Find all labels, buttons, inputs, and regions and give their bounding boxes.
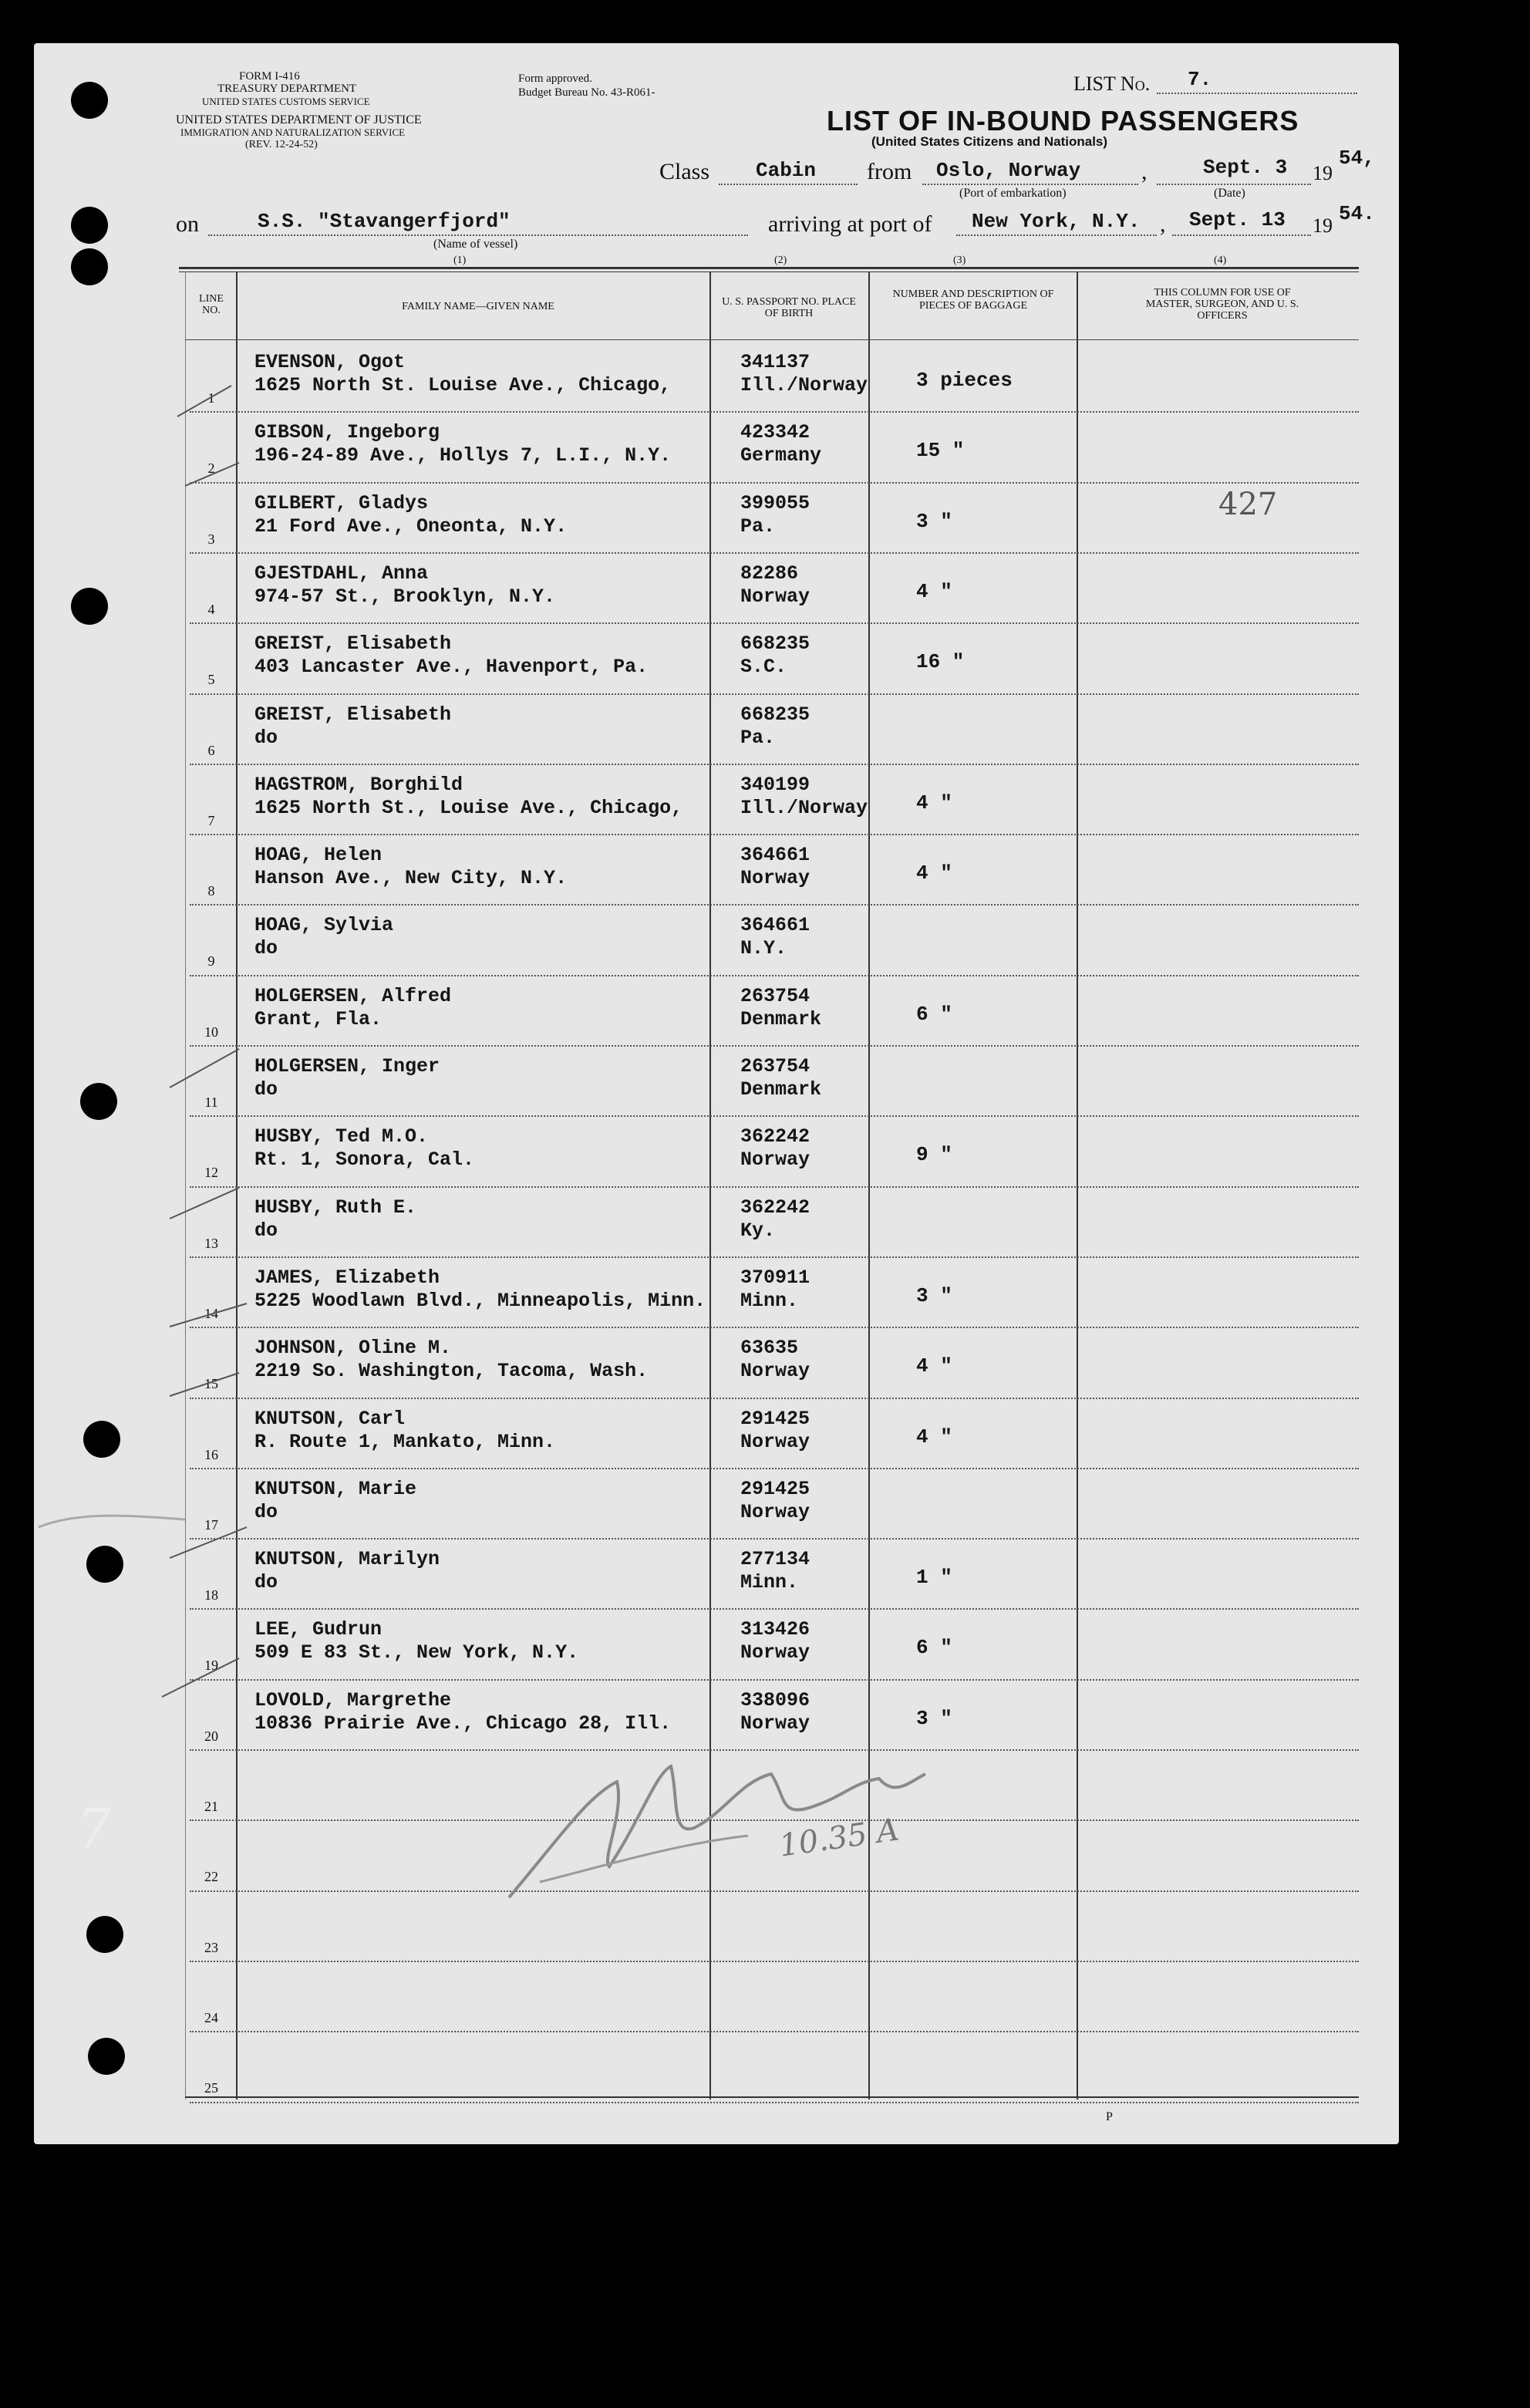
line-number: 6: [207, 742, 215, 758]
col-number-4: (4): [1214, 255, 1227, 266]
table-top-rule: [179, 267, 1359, 269]
list-no-label: LIST No.: [1073, 73, 1151, 95]
treasury-dept: TREASURY DEPARTMENT: [217, 83, 357, 95]
baggage-count: 9 ": [916, 1143, 952, 1167]
place-of-birth: Denmark: [740, 1078, 822, 1101]
arrival-year: 54.: [1339, 202, 1375, 225]
passenger-address: do: [254, 1078, 278, 1101]
row-divider: [190, 1186, 1359, 1188]
passenger-address: 403 Lancaster Ave., Havenport, Pa.: [254, 656, 649, 679]
row-divider: [190, 622, 1359, 624]
line-number: 22: [204, 1869, 218, 1885]
place-of-birth: Norway: [740, 1641, 810, 1664]
embark-caption: (Port of embarkation): [959, 187, 1067, 200]
table-top-rule-2: [179, 271, 1359, 272]
header-line-no: LINE NO.: [199, 293, 224, 316]
class-label: Class: [659, 159, 710, 184]
col-number-2: (2): [774, 255, 787, 266]
passenger-name: HOAG, Helen: [254, 844, 382, 867]
row-divider: [190, 1961, 1359, 1962]
place-of-birth: Norway: [740, 1430, 810, 1453]
passenger-name: HOAG, Sylvia: [254, 914, 394, 937]
passport-number: 364661: [740, 914, 810, 937]
row-divider: [190, 1398, 1359, 1399]
row-divider: [190, 834, 1359, 835]
arrival-date: Sept. 13: [1189, 208, 1286, 231]
row-divider: [190, 1327, 1359, 1328]
passport-number: 364661: [740, 844, 810, 867]
baggage-count: 16 ": [916, 650, 965, 674]
vessel-caption: (Name of vessel): [433, 238, 518, 251]
stamp-time: 10.35 A: [777, 1812, 901, 1864]
place-of-birth: Norway: [740, 1500, 810, 1523]
baggage-count: 3 ": [916, 1706, 952, 1730]
binder-hole: [71, 588, 108, 625]
passenger-address: Rt. 1, Sonora, Cal.: [254, 1148, 475, 1172]
page-title: LIST OF IN-BOUND PASSENGERS: [827, 105, 1299, 137]
passport-number: 291425: [740, 1477, 810, 1500]
form-number: FORM I-416: [239, 70, 300, 83]
header-passport: U. S. PASSPORT NO. PLACE OF BIRTH: [722, 296, 856, 319]
place-of-birth: Norway: [740, 1148, 810, 1172]
row-divider: [190, 1256, 1359, 1258]
line-number: 14: [204, 1305, 218, 1321]
passenger-name: JAMES, Elizabeth: [254, 1266, 440, 1289]
ins-service: IMMIGRATION AND NATURALIZATION SERVICE: [180, 126, 406, 138]
place-of-birth: Pa.: [740, 726, 776, 749]
line-number: 13: [204, 1235, 218, 1251]
budget-bureau: Budget Bureau No. 43-R061-: [518, 86, 655, 99]
place-of-birth: Minn.: [740, 1571, 799, 1594]
passenger-address: 974-57 St., Brooklyn, N.Y.: [254, 585, 556, 608]
passenger-name: HOLGERSEN, Inger: [254, 1055, 440, 1078]
passport-number: 668235: [740, 703, 810, 726]
date-caption: (Date): [1214, 187, 1245, 200]
comma: ,: [1141, 159, 1148, 184]
passenger-name: GIBSON, Ingeborg: [254, 421, 440, 444]
passenger-address: do: [254, 1219, 278, 1242]
header-bottom-rule: [185, 339, 1359, 340]
justice-dept: UNITED STATES DEPARTMENT OF JUSTICE: [176, 113, 422, 126]
baggage-count: 4 ": [916, 791, 952, 814]
baggage-count: 4 ": [916, 1425, 952, 1449]
passenger-name: GILBERT, Gladys: [254, 491, 429, 514]
line-number: 16: [204, 1446, 218, 1462]
signature-scrawl: [494, 1751, 972, 1905]
passport-number: 362242: [740, 1196, 810, 1219]
binder-hole: [71, 82, 108, 119]
margin-mark: 7: [77, 1797, 112, 1860]
line-number: 11: [204, 1094, 218, 1110]
baggage-count: 4 ": [916, 579, 952, 603]
departure-date: Sept. 3: [1203, 156, 1288, 179]
row-divider: [190, 1538, 1359, 1540]
passport-number: 263754: [740, 1055, 810, 1078]
officer-note: 427: [1218, 486, 1278, 522]
passport-number: 291425: [740, 1407, 810, 1430]
form-approved: Form approved.: [518, 73, 592, 85]
passport-number: 63635: [740, 1337, 799, 1360]
binder-hole: [80, 1083, 117, 1120]
arrival-year-prefix: 19: [1313, 214, 1333, 237]
baggage-count: 1 ": [916, 1566, 952, 1590]
place-of-birth: N.Y.: [740, 937, 787, 960]
passenger-name: EVENSON, Ogot: [254, 351, 406, 373]
row-divider: [190, 904, 1359, 906]
passenger-name: HOLGERSEN, Alfred: [254, 984, 452, 1007]
passenger-address: R. Route 1, Mankato, Minn.: [254, 1430, 556, 1453]
footer-mark: P: [1106, 2110, 1113, 2123]
passenger-name: HAGSTROM, Borghild: [254, 773, 463, 796]
passenger-name: LEE, Gudrun: [254, 1618, 382, 1641]
row-divider: [190, 1679, 1359, 1681]
line-number: 21: [204, 1799, 218, 1814]
col-number-3: (3): [953, 255, 966, 266]
arrival-date-line: [1172, 234, 1311, 236]
embarkation-port: Oslo, Norway: [936, 159, 1081, 182]
row-divider: [190, 693, 1359, 695]
passport-number: 362242: [740, 1125, 810, 1148]
passenger-address: do: [254, 1571, 278, 1594]
binder-hole: [88, 2038, 125, 2075]
baggage-count: 3 pieces: [916, 369, 1013, 392]
line-number: 2: [207, 460, 215, 477]
passenger-address: 1625 North St., Louise Ave., Chicago,: [254, 796, 683, 819]
arrival-line: [956, 234, 1157, 236]
departure-year: 54,: [1339, 147, 1375, 170]
row-divider: [190, 1115, 1359, 1117]
passenger-name: LOVOLD, Margrethe: [254, 1688, 452, 1712]
row-divider: [190, 764, 1359, 765]
place-of-birth: Denmark: [740, 1007, 822, 1030]
on-label: on: [176, 211, 199, 237]
header-baggage: NUMBER AND DESCRIPTION OF PIECES OF BAGGAGE: [892, 288, 1054, 312]
header-name: FAMILY NAME—GIVEN NAME: [402, 301, 554, 312]
line-number: 7: [207, 812, 215, 828]
passenger-address: 2219 So. Washington, Tacoma, Wash.: [254, 1360, 649, 1383]
place-of-birth: S.C.: [740, 656, 787, 679]
list-no-value: 7.: [1188, 68, 1212, 91]
col-number-1: (1): [453, 255, 467, 266]
passenger-name: GJESTDAHL, Anna: [254, 562, 429, 585]
line-number: 19: [204, 1658, 218, 1674]
passenger-name: JOHNSON, Oline M.: [254, 1337, 452, 1360]
passport-number: 341137: [740, 351, 810, 373]
baggage-count: 6 ": [916, 1002, 952, 1026]
margin-pencil-lines: [154, 355, 355, 2052]
passenger-address: 1625 North St. Louise Ave., Chicago,: [254, 374, 672, 396]
passenger-address: 509 E 83 St., New York, N.Y.: [254, 1641, 579, 1664]
passenger-name: HUSBY, Ruth E.: [254, 1196, 417, 1219]
passport-number: 370911: [740, 1266, 810, 1289]
row-divider: [190, 1045, 1359, 1047]
stray-mark: [31, 1496, 231, 1589]
place-of-birth: Pa.: [740, 514, 776, 538]
passenger-address: Grant, Fla.: [254, 1007, 382, 1030]
line-number: 8: [207, 883, 215, 899]
passenger-address: 21 Ford Ave., Oneonta, N.Y.: [254, 514, 568, 538]
comma: ,: [1160, 211, 1166, 237]
passport-number: 340199: [740, 773, 810, 796]
arrival-port: New York, N.Y.: [972, 210, 1141, 233]
from-line: [922, 184, 1138, 185]
row-divider: [190, 975, 1359, 976]
baggage-count: 4 ": [916, 862, 952, 885]
row-divider: [190, 482, 1359, 484]
table-bottom-rule: [185, 2096, 1359, 2098]
vessel-line: [208, 234, 748, 236]
line-number: 15: [204, 1376, 218, 1392]
line-number: 4: [207, 601, 215, 617]
line-number: 20: [204, 1728, 218, 1744]
binder-hole: [86, 1916, 123, 1953]
passenger-address: 5225 Woodlawn Blvd., Minneapolis, Minn.: [254, 1289, 706, 1312]
baggage-count: 4 ": [916, 1354, 952, 1378]
page-subtitle: (United States Citizens and Nationals): [871, 134, 1108, 149]
baggage-count: 15 ": [916, 439, 965, 463]
line-number: 10: [204, 1024, 218, 1040]
place-of-birth: Germany: [740, 444, 822, 467]
row-divider: [190, 552, 1359, 554]
place-of-birth: Ill./Norway: [740, 796, 868, 819]
class-value: Cabin: [756, 159, 817, 182]
line-number: 23: [204, 1939, 218, 1955]
row-divider: [190, 2031, 1359, 2032]
passenger-address: do: [254, 726, 278, 749]
from-label: from: [867, 159, 912, 184]
passport-number: 423342: [740, 421, 810, 444]
baggage-count: 6 ": [916, 1636, 952, 1660]
arriving-label: arriving at port of: [768, 211, 932, 237]
place-of-birth: Norway: [740, 1360, 810, 1383]
place-of-birth: Norway: [740, 585, 810, 608]
passenger-address: Hanson Ave., New City, N.Y.: [254, 867, 568, 890]
passenger-address: do: [254, 937, 278, 960]
passenger-name: KNUTSON, Marilyn: [254, 1548, 440, 1571]
line-number: 12: [204, 1165, 218, 1181]
passenger-address: 10836 Prairie Ave., Chicago 28, Ill.: [254, 1712, 672, 1735]
baggage-count: 3 ": [916, 509, 952, 533]
passport-number: 338096: [740, 1688, 810, 1712]
row-divider: [190, 1608, 1359, 1610]
place-of-birth: Minn.: [740, 1289, 799, 1312]
passenger-name: GREIST, Elisabeth: [254, 703, 452, 726]
depart-year-prefix: 19: [1313, 162, 1333, 184]
line-number: 9: [207, 953, 215, 970]
passenger-name: GREIST, Elisabeth: [254, 632, 452, 656]
passenger-name: KNUTSON, Carl: [254, 1407, 406, 1430]
line-number: 5: [207, 672, 215, 688]
place-of-birth: Norway: [740, 867, 810, 890]
revision: (REV. 12-24-52): [245, 139, 318, 150]
place-of-birth: Ill./Norway: [740, 374, 868, 396]
binder-hole: [71, 248, 108, 285]
binder-hole: [71, 207, 108, 244]
header-officers: THIS COLUMN FOR USE OF MASTER, SURGEON, AND U. S. OFFICERS: [1145, 287, 1299, 322]
passport-number: 668235: [740, 632, 810, 656]
passenger-name: KNUTSON, Marie: [254, 1477, 417, 1500]
customs-service: UNITED STATES CUSTOMS SERVICE: [202, 96, 370, 107]
passport-number: 313426: [740, 1618, 810, 1641]
binder-hole: [83, 1421, 120, 1458]
passenger-address: 196-24-89 Ave., Hollys 7, L.I., N.Y.: [254, 444, 672, 467]
passenger-name: HUSBY, Ted M.O.: [254, 1125, 429, 1148]
line-number: 17: [204, 1516, 218, 1533]
passport-number: 277134: [740, 1548, 810, 1571]
line-number: 25: [204, 2080, 218, 2096]
line-number: 18: [204, 1587, 218, 1604]
date-line: [1157, 184, 1311, 185]
place-of-birth: Ky.: [740, 1219, 776, 1242]
passenger-address: do: [254, 1500, 278, 1523]
vessel-name: S.S. "Stavangerfjord": [258, 210, 511, 233]
list-no-line: [1157, 93, 1357, 94]
row-divider: [190, 1468, 1359, 1469]
row-divider: [190, 2102, 1359, 2103]
class-line: [719, 184, 858, 185]
passport-number: 82286: [740, 562, 799, 585]
row-divider: [190, 411, 1359, 413]
line-number: 24: [204, 2009, 218, 2025]
line-number: 1: [207, 390, 215, 406]
baggage-count: 3 ": [916, 1283, 952, 1307]
passport-number: 399055: [740, 491, 810, 514]
passport-number: 263754: [740, 984, 810, 1007]
line-number: 3: [207, 531, 215, 547]
place-of-birth: Norway: [740, 1712, 810, 1735]
